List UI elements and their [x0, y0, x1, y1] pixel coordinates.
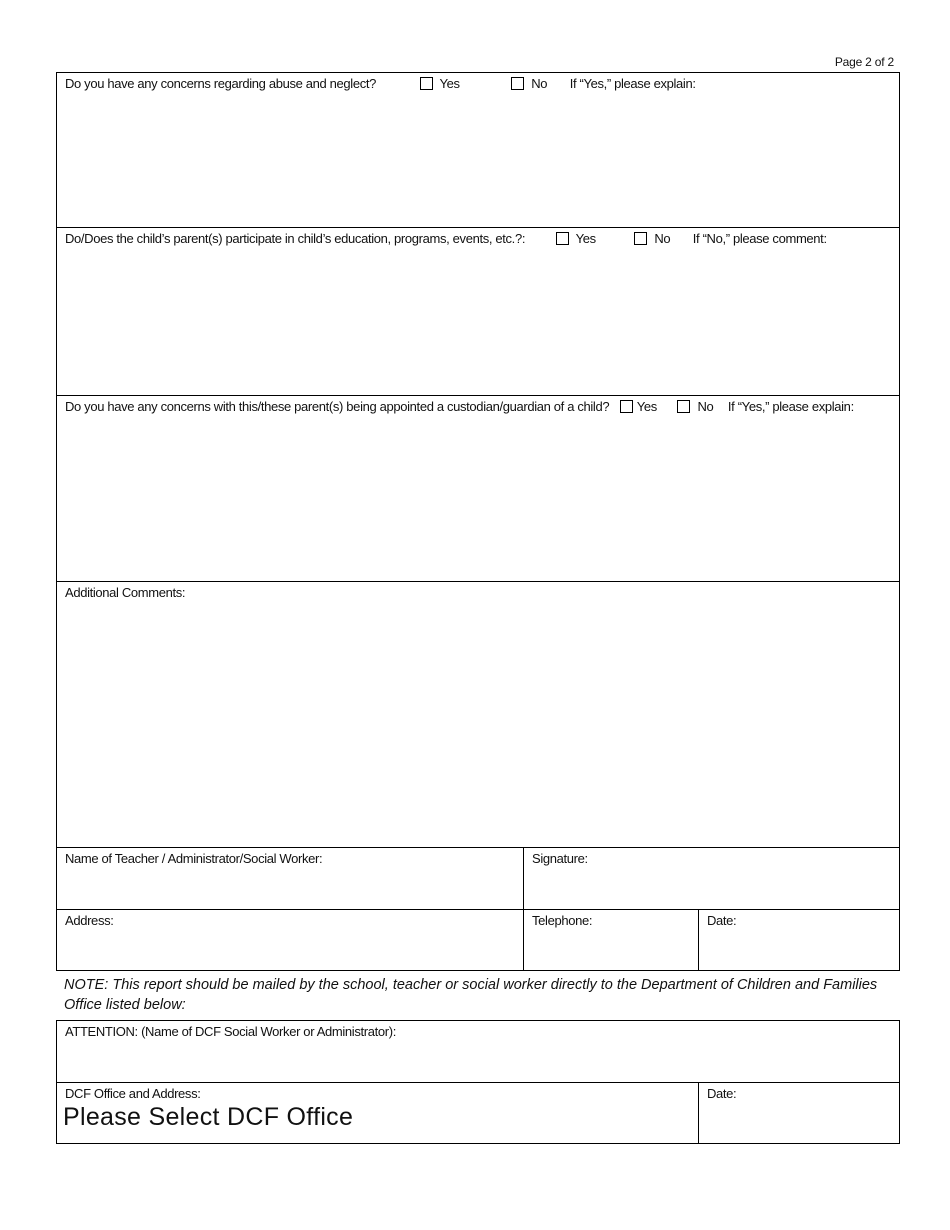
- reporter-name-label: Name of Teacher / Administrator/Social Worker:: [65, 851, 323, 866]
- abuse-neglect-section: [56, 72, 900, 228]
- custodian-concerns-question: Do you have any concerns with this/these parent(s) being appointed a custodian/guardian of a child?: [65, 399, 610, 414]
- custodian-concerns-question-row: [65, 399, 854, 415]
- custodian-concerns-yes-label: Yes: [636, 399, 657, 414]
- parent-participation-no-label: No: [654, 231, 671, 246]
- telephone-field[interactable]: [524, 910, 698, 970]
- abuse-neglect-no-label: No: [531, 76, 548, 91]
- reporter-info-table: [56, 847, 900, 971]
- abuse-neglect-yes-checkbox[interactable]: [420, 77, 433, 90]
- mailing-note: NOTE: This report should be mailed by the school, teacher or social worker directly to the Department of Children and Families Office listed below:: [64, 977, 878, 1013]
- dcf-office-label: DCF Office and Address:: [65, 1086, 201, 1101]
- custodian-concerns-explanation-field[interactable]: [57, 420, 899, 581]
- parent-participation-follow-up: If “No,” please comment:: [692, 231, 827, 246]
- custodian-concerns-no-checkbox[interactable]: [677, 400, 690, 413]
- custodian-concerns-yes-checkbox[interactable]: [620, 400, 633, 413]
- abuse-neglect-question: Do you have any concerns regarding abuse and neglect?: [65, 76, 377, 91]
- parent-participation-question-row: [65, 231, 827, 247]
- dcf-date-label: Date:: [707, 1086, 737, 1101]
- dcf-date-field[interactable]: [699, 1083, 899, 1143]
- address-field[interactable]: [57, 910, 523, 970]
- parent-participation-no-checkbox[interactable]: [634, 232, 647, 245]
- reporter-name-field[interactable]: [57, 848, 523, 909]
- reporter-date-field[interactable]: [699, 910, 899, 970]
- page-number: Page 2 of 2: [834, 55, 894, 69]
- parent-participation-question: Do/Does the child’s parent(s) participate in child’s education, programs, events, etc.?:: [65, 231, 526, 246]
- signature-field[interactable]: [524, 848, 899, 909]
- address-label: Address:: [65, 913, 114, 928]
- abuse-neglect-yes-label: Yes: [439, 76, 460, 91]
- parent-participation-comment-field[interactable]: [57, 252, 899, 395]
- parent-participation-yes-checkbox[interactable]: [556, 232, 569, 245]
- reporter-date-label: Date:: [707, 913, 737, 928]
- additional-comments-field[interactable]: [57, 606, 899, 847]
- parent-participation-yes-label: Yes: [575, 231, 596, 246]
- custodian-concerns-follow-up: If “Yes,” please explain:: [727, 399, 854, 414]
- telephone-label: Telephone:: [532, 913, 593, 928]
- abuse-neglect-no-checkbox[interactable]: [511, 77, 524, 90]
- parent-participation-section: [56, 227, 900, 396]
- additional-comments-label: Additional Comments:: [65, 585, 186, 600]
- additional-comments-section: [56, 581, 900, 848]
- signature-label: Signature:: [532, 851, 588, 866]
- abuse-neglect-follow-up: If “Yes,” please explain:: [569, 76, 696, 91]
- dcf-attention-field[interactable]: [57, 1021, 899, 1082]
- dcf-attention-label: ATTENTION: (Name of DCF Social Worker or Administrator):: [65, 1024, 396, 1039]
- abuse-neglect-explanation-field[interactable]: [57, 97, 899, 227]
- dcf-office-cell: [57, 1083, 698, 1143]
- custodian-concerns-no-label: No: [697, 399, 714, 414]
- dcf-office-select[interactable]: Please Select DCF Office: [63, 1103, 354, 1131]
- dcf-office-table: [56, 1020, 900, 1144]
- custodian-concerns-section: [56, 395, 900, 582]
- abuse-neglect-question-row: [65, 76, 696, 92]
